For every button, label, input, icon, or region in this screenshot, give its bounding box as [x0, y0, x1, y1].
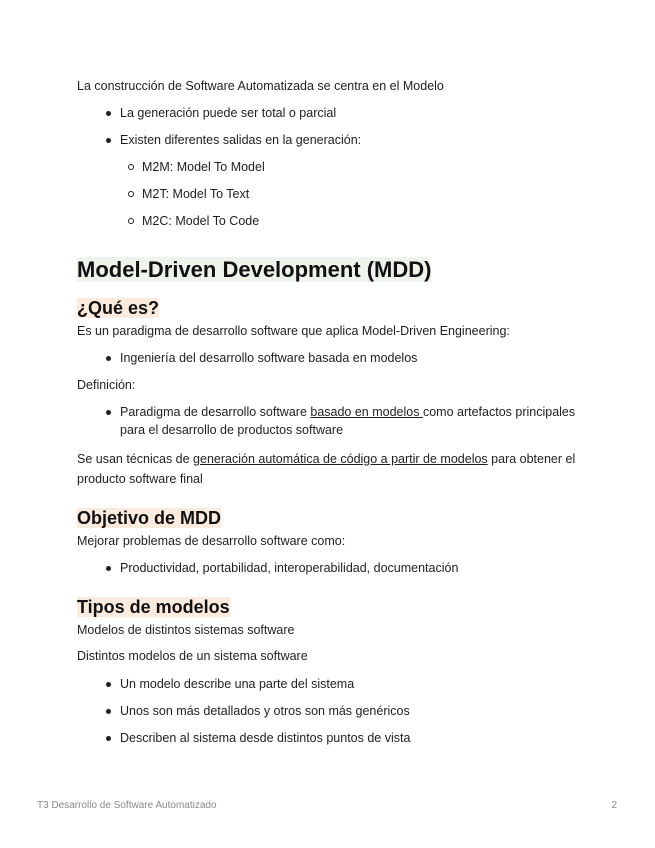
intro-list: [77, 104, 582, 149]
output-types-list: [77, 158, 582, 230]
section-heading-tipos: Tipos de modelos: [77, 597, 230, 617]
paragraph: Se usan técnicas de generación automática de código a partir de modelos para obtener el producto software final: [77, 452, 576, 486]
que-es-list: [77, 349, 582, 367]
page-number: 2: [611, 800, 617, 811]
paragraph: Modelos de distintos sistemas software: [77, 623, 295, 637]
list-item: M2C: Model To Code: [77, 212, 582, 230]
list-item: M2T: Model To Text: [77, 185, 582, 203]
definition-label: Definición:: [77, 378, 136, 392]
page-title: Model-Driven Development (MDD): [77, 257, 432, 282]
page-footer: [37, 799, 617, 813]
document-page: [77, 77, 582, 747]
list-item: Un modelo describe una parte del sistema: [77, 675, 582, 693]
list-item: Productividad, portabilidad, interoperabilidad, documentación: [77, 559, 582, 577]
list-item: M2M: Model To Model: [77, 158, 582, 176]
list-item: Existen diferentes salidas en la generación:: [77, 131, 582, 149]
paragraph: Es un paradigma de desarrollo software que aplica Model-Driven Engineering:: [77, 324, 510, 338]
paragraph: Mejorar problemas de desarrollo software como:: [77, 534, 346, 548]
intro-text: La construcción de Software Automatizada se centra en el Modelo: [77, 79, 444, 93]
tipos-list: [77, 675, 582, 747]
link-generacion-automatica[interactable]: generación automática de código a partir de modelos: [193, 452, 488, 466]
list-item: Describen al sistema desde distintos puntos de vista: [77, 729, 582, 747]
section-heading-que-es: ¿Qué es?: [77, 298, 160, 318]
section-heading-objetivo: Objetivo de MDD: [77, 508, 222, 528]
list-item: Ingeniería del desarrollo software basada en modelos: [77, 349, 582, 367]
footer-title: T3 Desarrollo de Software Automatizado: [37, 800, 217, 811]
list-item: Paradigma de desarrollo software basado en modelos como artefactos principales para el desarrollo de productos software: [77, 403, 582, 439]
paragraph: Distintos modelos de un sistema software: [77, 649, 308, 663]
link-basado-en-modelos[interactable]: basado en modelos: [310, 405, 423, 419]
definition-list: [77, 403, 582, 439]
objetivo-list: [77, 559, 582, 577]
list-item: La generación puede ser total o parcial: [77, 104, 582, 122]
list-item: Unos son más detallados y otros son más genéricos: [77, 702, 582, 720]
